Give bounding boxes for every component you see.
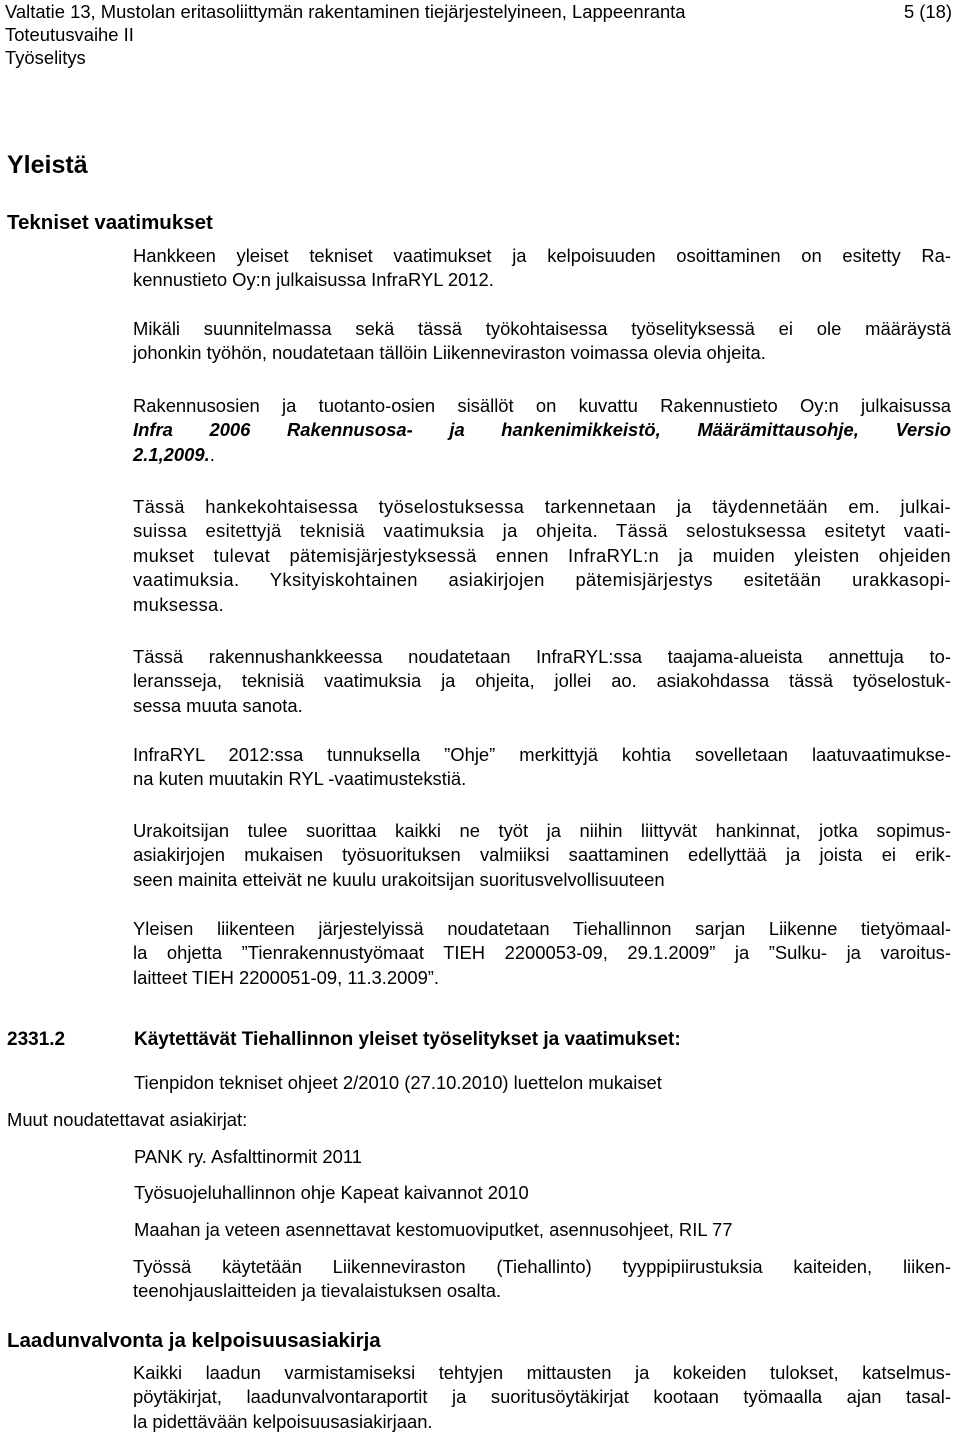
text-line: Rakennusosien ja tuotanto-osien sisällöt on kuvattu Rakennustieto Oy:n julkaisussa — [133, 395, 951, 416]
header-subtitle-phase: Toteutusvaihe II — [5, 24, 134, 45]
paragraph-tekniset-2 — [133, 317, 951, 366]
publication-title: Infra 2006 Rakennusosa- ja hankenimikkeistö, Määrämittausohje, Versio — [133, 419, 951, 441]
text-line: asiakirjojen mukaisen työsuorituksen valmiiksi saattaminen edellyttää ja joista ei erik- — [133, 844, 951, 866]
document-item: Maahan ja veteen asennettavat kestomuoviputket, asennusohjeet, RIL 77 — [134, 1219, 733, 1240]
text-line: kennustieto Oy:n julkaisussa InfraRYL 2012. — [133, 269, 494, 291]
text-line: InfraRYL 2012:ssa tunnuksella ”Ohje” merkittyjä kohtia sovelletaan laatuvaatimukse- — [133, 744, 951, 765]
heading-tekniset-vaatimukset: Tekniset vaatimukset — [7, 211, 213, 234]
text-line: johonkin työhön, noudatetaan tällöin Liikenneviraston voimassa olevia ohjeita. — [133, 342, 766, 364]
paragraph-tekniset-6 — [133, 743, 951, 792]
paragraph-tekniset-3 — [133, 394, 951, 467]
paragraph-tekniset-7 — [133, 819, 951, 892]
text-line: Mikäli suunnitelmassa sekä tässä työkohtaisessa työselityksessä ei ole määräystä — [133, 318, 951, 339]
text-line — [133, 443, 951, 467]
paragraph-tekniset-4 — [133, 495, 951, 617]
publication-version: 2.1,2009. — [133, 443, 210, 465]
heading-laadunvalvonta: Laadunvalvonta ja kelpoisuusasiakirja — [7, 1329, 381, 1352]
text-line: Tässä hankekohtaisessa työselostuksessa tarkennetaan ja täydennetään em. julkai- — [133, 496, 951, 517]
text-line: pöytäkirjat, laadunvalvontaraportit ja suoritusöytäkirjat kootaan työmaalla ajan tasal- — [133, 1386, 951, 1408]
header-title: Valtatie 13, Mustolan eritasoliittymän rakentaminen tiejärjestelyineen, Lappeenranta — [5, 1, 686, 22]
text-line: Yleisen liikenteen järjestelyissä noudatetaan Tiehallinnon sarjan Liikenne tietyömaal- — [133, 918, 951, 939]
paragraph-tekniset-1 — [133, 244, 951, 293]
document-item: Työsuojeluhallinnon ohje Kapeat kaivannot 2010 — [134, 1182, 529, 1203]
text-line: vaatimuksia. Yksityiskohtainen asiakirjojen pätemisjärjestys esitetään urakkasopi- — [133, 569, 951, 591]
trailing-period: . — [209, 443, 215, 465]
document-item: PANK ry. Asfalttinormit 2011 — [134, 1146, 362, 1167]
text-line: suissa esitettyjä teknisiä vaatimuksia ja ohjeita. Tässä selostuksessa esitetyt vaati- — [133, 520, 951, 542]
page-number: 5 (18) — [903, 1, 952, 22]
paragraph-tekniset-5 — [133, 645, 951, 718]
heading-yleista: Yleistä — [7, 151, 88, 179]
text-line: teenohjauslaitteiden ja tievalaistuksen osalta. — [133, 1280, 502, 1302]
text-line: Kaikki laadun varmistamiseksi tehtyjen mittausten ja kokeiden tulokset, katselmus- — [133, 1362, 951, 1383]
muut-asiakirjat-label: Muut noudatettavat asiakirjat: — [7, 1109, 248, 1130]
text-line: Työssä käytetään Liikenneviraston (Tiehallinto) tyyppipiirustuksia kaiteiden, liiken- — [133, 1256, 951, 1277]
text-line: Hankkeen yleiset tekniset vaatimukset ja kelpoisuuden osoittaminen on esitetty Ra- — [133, 245, 951, 266]
tienpidon-ohjeet-line: Tienpidon tekniset ohjeet 2/2010 (27.10.2010) luettelon mukaiset — [134, 1072, 662, 1093]
text-line: muksessa. — [133, 593, 225, 615]
section-title: Käytettävät Tiehallinnon yleiset työselitykset ja vaatimukset: — [134, 1029, 681, 1050]
text-line: Urakoitsijan tulee suorittaa kaikki ne työt ja niihin liittyvät hankinnat, jotka sopimus- — [133, 820, 951, 841]
text-line: la ohjetta ”Tienrakennustyömaat TIEH 2200053-09, 29.1.2009” ja ”Sulku- ja varoitus- — [133, 942, 951, 964]
text-line: sessa muuta sanota. — [133, 694, 303, 716]
text-line: mukset tulevat pätemisjärjestyksessä ennen InfraRYL:n ja muiden yleisten ohjeiden — [133, 544, 951, 566]
text-line: laitteet TIEH 2200051-09, 11.3.2009”. — [133, 966, 440, 988]
section-number: 2331.2 — [7, 1029, 66, 1050]
text-line: na kuten muutakin RYL -vaatimustekstiä. — [133, 768, 467, 790]
text-line: seen mainita etteivät ne kuulu urakoitsijan suoritusvelvollisuuteen — [133, 868, 665, 890]
text-line: la pidettävään kelpoisuusasiakirjaan. — [133, 1410, 433, 1432]
text-line: Tässä rakennushankkeessa noudatetaan InfraRYL:ssa taajama-alueista annettuja to- — [133, 646, 951, 667]
paragraph-tekniset-8 — [133, 917, 951, 990]
header-subtitle-doc: Työselitys — [5, 47, 86, 68]
paragraph-laadunvalvonta — [133, 1361, 951, 1434]
text-line: leransseja, teknisiä vaatimuksia ja ohjeita, jollei ao. asiakohdassa tässä työselostuk- — [133, 670, 951, 692]
paragraph-tyyppipiirustukset — [133, 1255, 951, 1304]
